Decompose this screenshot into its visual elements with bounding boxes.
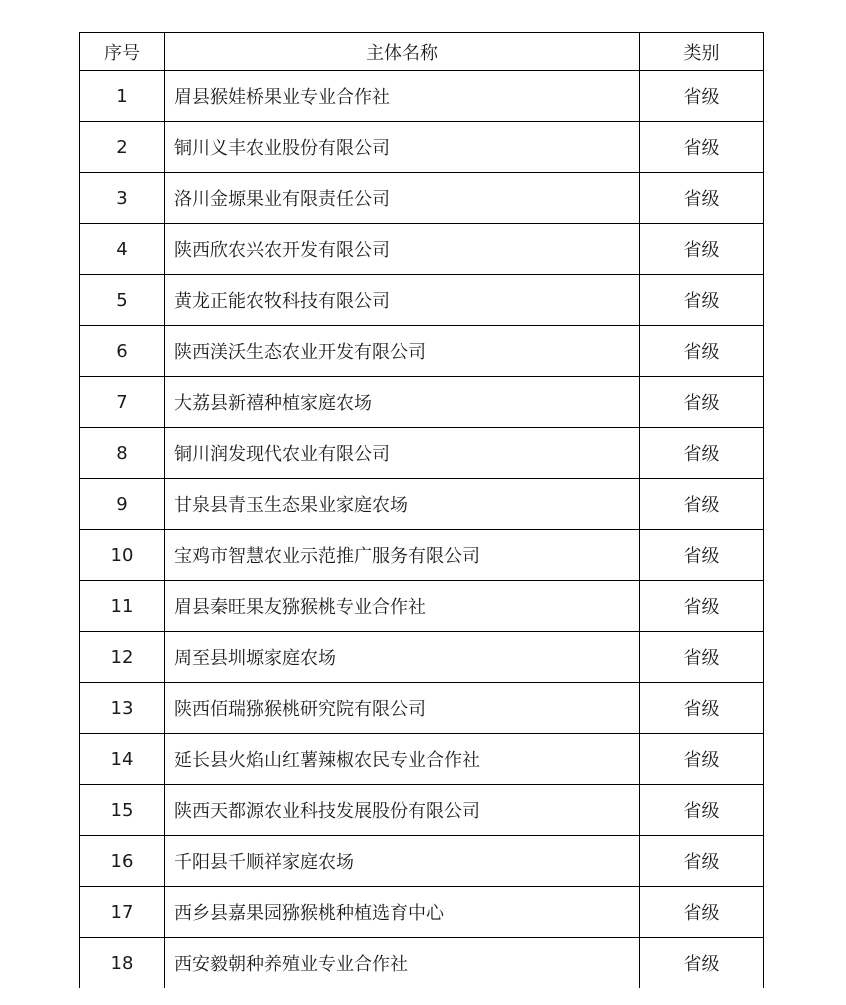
serial-number-cell: 1 [80,71,165,122]
entity-name-cell: 眉县秦旺果友猕猴桃专业合作社 [165,581,640,632]
category-cell: 省级 [640,581,764,632]
serial-number-cell: 7 [80,377,165,428]
entity-name-cell: 洛川金塬果业有限责任公司 [165,173,640,224]
entity-table-container [79,32,763,988]
table-row [80,479,764,530]
table-row [80,224,764,275]
table-row [80,785,764,836]
serial-number-cell: 12 [80,632,165,683]
table-row [80,173,764,224]
serial-number-cell: 13 [80,683,165,734]
entity-name-cell: 大荔县新禧种植家庭农场 [165,377,640,428]
table-row [80,71,764,122]
serial-number-cell: 10 [80,530,165,581]
entity-table [79,32,764,988]
category-cell: 省级 [640,632,764,683]
category-cell: 省级 [640,530,764,581]
table-row [80,326,764,377]
table-body [80,71,764,989]
entity-name-cell: 陕西欣农兴农开发有限公司 [165,224,640,275]
table-row [80,887,764,938]
category-cell: 省级 [640,479,764,530]
category-cell: 省级 [640,785,764,836]
entity-name-cell: 眉县猴娃桥果业专业合作社 [165,71,640,122]
category-cell: 省级 [640,428,764,479]
category-cell: 省级 [640,836,764,887]
entity-name-cell: 铜川润发现代农业有限公司 [165,428,640,479]
table-row [80,530,764,581]
serial-number-cell: 18 [80,938,165,989]
serial-number-cell: 17 [80,887,165,938]
entity-name-cell: 黄龙正能农牧科技有限公司 [165,275,640,326]
serial-number-cell: 3 [80,173,165,224]
category-cell: 省级 [640,377,764,428]
serial-number-cell: 6 [80,326,165,377]
header-entity-name: 主体名称 [165,33,640,71]
table-row [80,683,764,734]
serial-number-cell: 8 [80,428,165,479]
entity-name-cell: 西乡县嘉果园猕猴桃种植选育中心 [165,887,640,938]
category-cell: 省级 [640,734,764,785]
header-category: 类别 [640,33,764,71]
category-cell: 省级 [640,683,764,734]
entity-name-cell: 铜川义丰农业股份有限公司 [165,122,640,173]
category-cell: 省级 [640,224,764,275]
entity-name-cell: 宝鸡市智慧农业示范推广服务有限公司 [165,530,640,581]
entity-name-cell: 周至县圳塬家庭农场 [165,632,640,683]
table-row [80,377,764,428]
entity-name-cell: 千阳县千顺祥家庭农场 [165,836,640,887]
serial-number-cell: 11 [80,581,165,632]
category-cell: 省级 [640,938,764,989]
serial-number-cell: 2 [80,122,165,173]
table-row [80,428,764,479]
entity-name-cell: 西安毅朝种养殖业专业合作社 [165,938,640,989]
table-header-row [80,33,764,71]
table-row [80,122,764,173]
serial-number-cell: 5 [80,275,165,326]
table-row [80,581,764,632]
entity-name-cell: 甘泉县青玉生态果业家庭农场 [165,479,640,530]
entity-name-cell: 延长县火焰山红薯辣椒农民专业合作社 [165,734,640,785]
category-cell: 省级 [640,326,764,377]
category-cell: 省级 [640,887,764,938]
table-row [80,836,764,887]
table-row [80,275,764,326]
header-serial-number: 序号 [80,33,165,71]
category-cell: 省级 [640,71,764,122]
entity-name-cell: 陕西佰瑞猕猴桃研究院有限公司 [165,683,640,734]
table-row [80,734,764,785]
table-row [80,632,764,683]
category-cell: 省级 [640,275,764,326]
serial-number-cell: 4 [80,224,165,275]
serial-number-cell: 14 [80,734,165,785]
serial-number-cell: 16 [80,836,165,887]
table-row [80,938,764,989]
category-cell: 省级 [640,173,764,224]
entity-name-cell: 陕西天都源农业科技发展股份有限公司 [165,785,640,836]
category-cell: 省级 [640,122,764,173]
serial-number-cell: 9 [80,479,165,530]
serial-number-cell: 15 [80,785,165,836]
entity-name-cell: 陕西渼沃生态农业开发有限公司 [165,326,640,377]
